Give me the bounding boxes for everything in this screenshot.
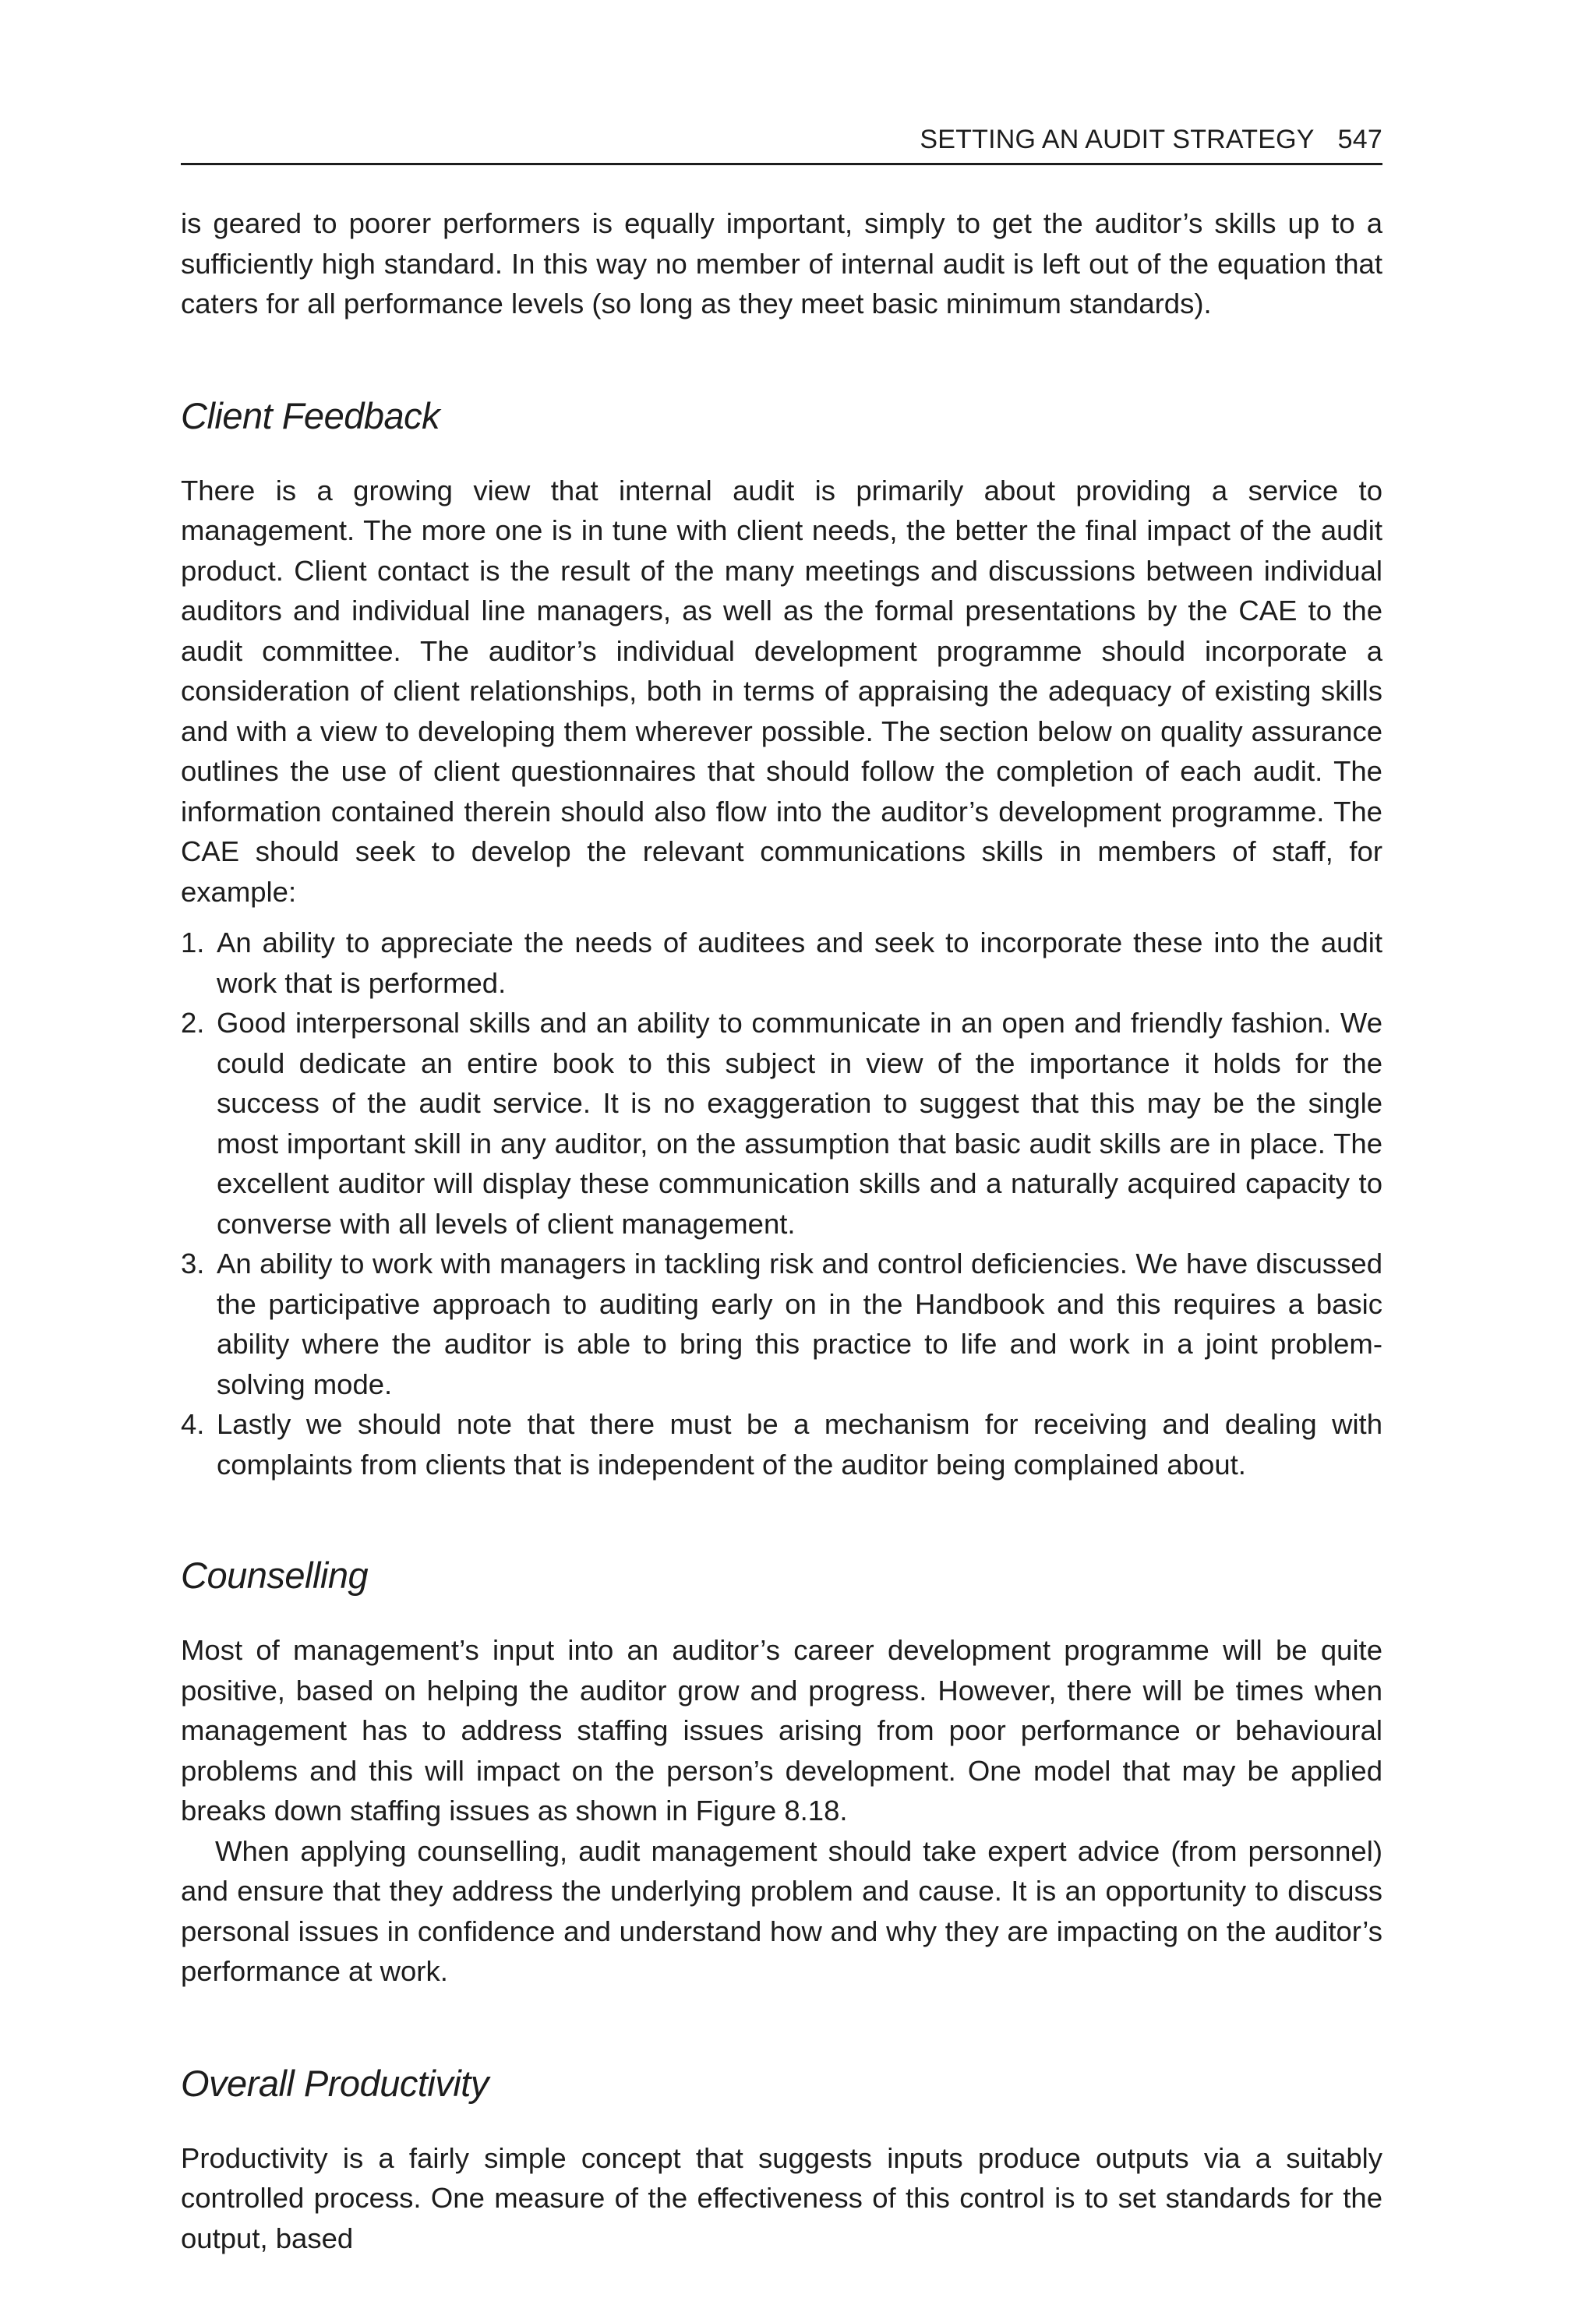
running-header-text: [920, 125, 1382, 155]
section-heading-counselling: Counselling: [181, 1555, 369, 1596]
list-item: [181, 1003, 1382, 1244]
list-item-number: 3.: [181, 1248, 205, 1280]
list-item-text: An ability to work with managers in tackling risk and control deficiencies. We have discussed the participative approach to auditing early on in the Handbook and this requires a basic ability where the auditor is able to bring this practice to life and work in a joint problem-solving mode.: [217, 1248, 1382, 1400]
list-item-number: 4.: [181, 1408, 205, 1440]
list-item-text: Lastly we should note that there must be a mechanism for receiving and dealing with complaints from clients that is independent of the auditor being complained about.: [217, 1408, 1382, 1481]
communication-skills-list: [181, 923, 1382, 1484]
list-item-number: 2.: [181, 1007, 205, 1039]
list-item: [181, 1404, 1382, 1484]
section-heading-overall-productivity: Overall Productivity: [181, 2062, 489, 2104]
overall-productivity-paragraph: Productivity is a fairly simple concept that suggests inputs produce outputs via a suitably controlled process. One measure of the effectiveness of this control is to set standards for the output, based: [181, 2141, 1382, 2254]
list-item-text: Good interpersonal skills and an ability to communicate in an open and friendly fashion. We could dedicate an entire book to this subject in view of the importance it holds for the success of the audit service. It is no exaggeration to suggest that this may be the single most important skill in any auditor, on the assumption that basic audit skills are in place. The excellent auditor will display these communication skills and a naturally acquired capacity to converse with all levels of client management.: [217, 1007, 1382, 1240]
counselling-paragraph-1: Most of management’s input into an auditor’s career development programme will be quite positive, based on helping the auditor grow and progress. However, there will be times when management has to address staffing issues arising from poor performance or behavioural problems and this will impact on the person’s development. One model that may be applied breaks down staffing issues as shown in Figure 8.18.: [181, 1634, 1382, 1827]
running-header-title: SETTING AN AUDIT STRATEGY: [920, 125, 1315, 154]
list-item-text: An ability to appreciate the needs of auditees and seek to incorporate these into the audit work that is performed.: [217, 927, 1382, 999]
page-body: [181, 203, 1382, 2258]
client-feedback-paragraph: There is a growing view that internal audit is primarily about providing a service to management. The more one is in tune with client needs, the better the final impact of the audit product. Client contact is the result of the many meetings and discussions between individual auditors and individual line managers, as well as the formal presentations by the CAE to the audit committee. The auditor’s individual development programme should incorporate a consideration of client relationships, both in terms of appraising the adequacy of existing skills and with a view to developing them wherever possible. The section below on quality assurance outlines the use of client questionnaires that should follow the completion of each audit. The information contained therein should also flow into the auditor’s development programme. The CAE should seek to develop the relevant communications skills in members of staff, for example:: [181, 474, 1382, 908]
counselling-paragraph-2: When applying counselling, audit management should take expert advice (from personnel) and ensure that they address the underlying problem and cause. It is an opportunity to discuss personal issues in confidence and understand how and why they are impacting on the auditor’s performance at work.: [181, 1834, 1382, 1987]
list-item: [181, 923, 1382, 1003]
intro-paragraph: is geared to poorer performers is equally important, simply to get the auditor’s skills up to a sufficiently high standard. In this way no member of internal audit is left out of the equation that caters for all performance levels (so long as they meet basic minimum standards).: [181, 207, 1382, 319]
section-heading-client-feedback: Client Feedback: [181, 394, 440, 436]
page-number: 547: [1337, 125, 1382, 154]
list-item-number: 1.: [181, 927, 205, 958]
list-item: [181, 1244, 1382, 1404]
running-header: [181, 118, 1382, 165]
